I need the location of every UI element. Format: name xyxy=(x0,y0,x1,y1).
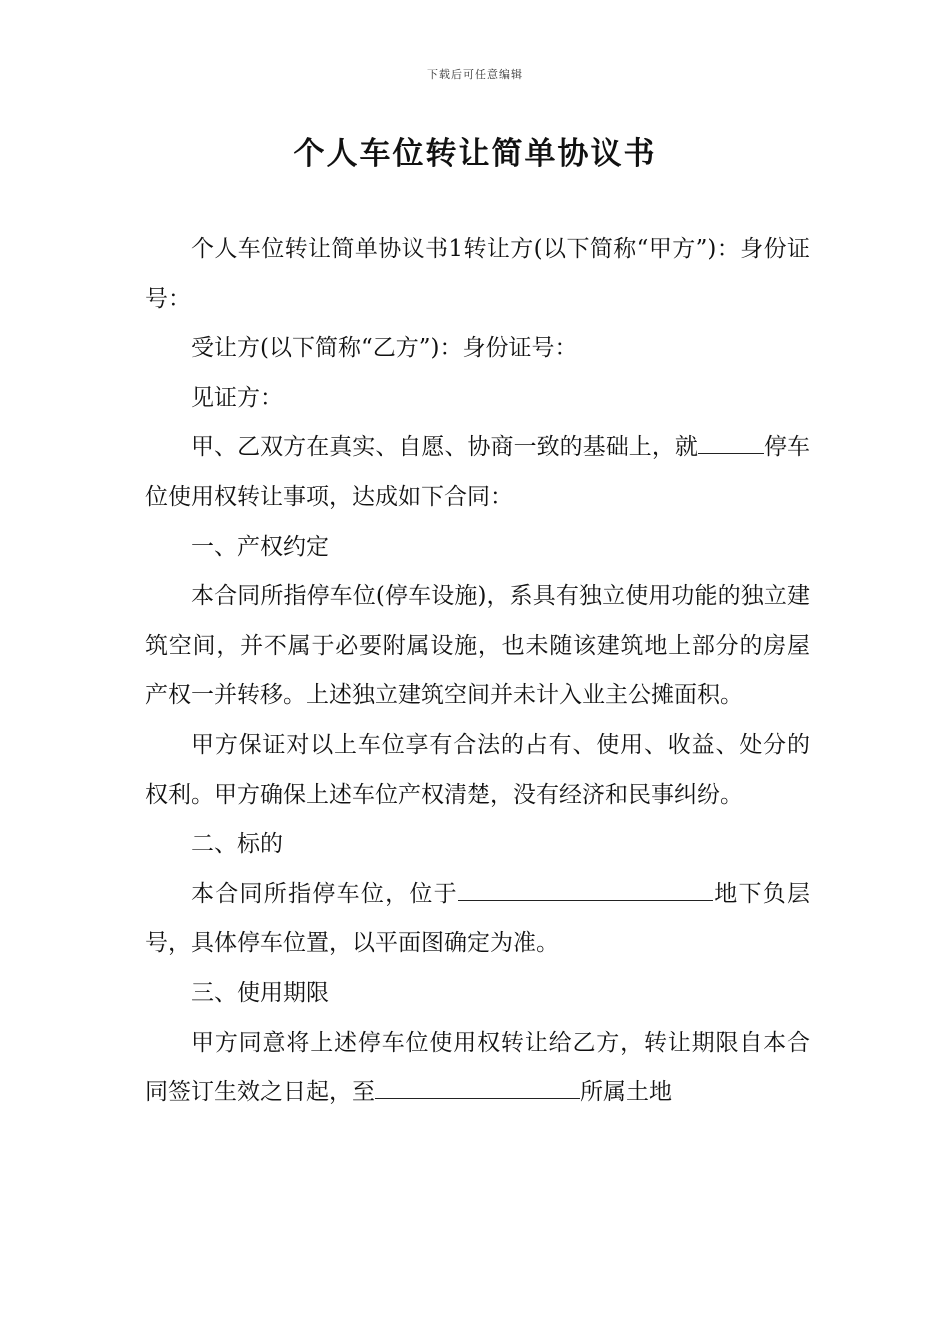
document-title: 个人车位转让简单协议书 xyxy=(293,136,657,172)
agreement-intro-text-cont: 停车位使用权转让事项，达成如下合同： xyxy=(145,434,811,510)
paragraph-ownership-guarantee: 甲方保证对以上车位享有合法的占有、使用、收益、处分的权利。甲方确保上述车位产权清楚，没有经济和民事纠纷。 xyxy=(145,731,810,808)
document-body xyxy=(145,225,810,1118)
subject-location-text: 本合同所指停车位，位于 xyxy=(191,880,458,907)
term-text-cont: 所属土地 xyxy=(580,1079,672,1106)
section-heading-term: 三、使用期限 xyxy=(191,979,329,1006)
subject-location-text-cont: 地下负层号，具体停车位置，以平面图确定为准。 xyxy=(145,880,811,957)
paragraph-agreement-intro xyxy=(145,423,810,522)
agreement-intro-text: 甲、乙双方在真实、自愿、协商一致的基础上，就 xyxy=(191,434,698,461)
blank-line xyxy=(375,1074,580,1099)
paragraph-subject-location xyxy=(145,870,810,969)
paragraph-parties-transferee: 受让方(以下简称“乙方”)：身份证号： xyxy=(191,335,578,362)
paragraph-parties-transferor: 个人车位转让简单协议书1转让方(以下简称“甲方”)：身份证号： xyxy=(145,236,810,312)
section-heading-ownership: 一、产权约定 xyxy=(191,533,329,560)
paragraph-ownership-definition: 本合同所指停车位(停车设施)，系具有独立使用功能的独立建筑空间，并不属于必要附属设施，也未随该建筑地上部分的房屋产权一并转移。上述独立建筑空间并未计入业主公摊面积。 xyxy=(145,583,810,709)
blank-line xyxy=(458,876,713,901)
paragraph-term xyxy=(145,1019,810,1118)
paragraph-witness: 见证方： xyxy=(191,384,283,411)
term-text: 甲方同意将上述停车位使用权转让给乙方，转让期限自本合同签订生效之日起，至 xyxy=(145,1029,810,1106)
section-heading-subject: 二、标的 xyxy=(191,831,283,858)
blank-line xyxy=(698,429,764,454)
header-note: 下载后可任意编辑 xyxy=(427,68,523,81)
